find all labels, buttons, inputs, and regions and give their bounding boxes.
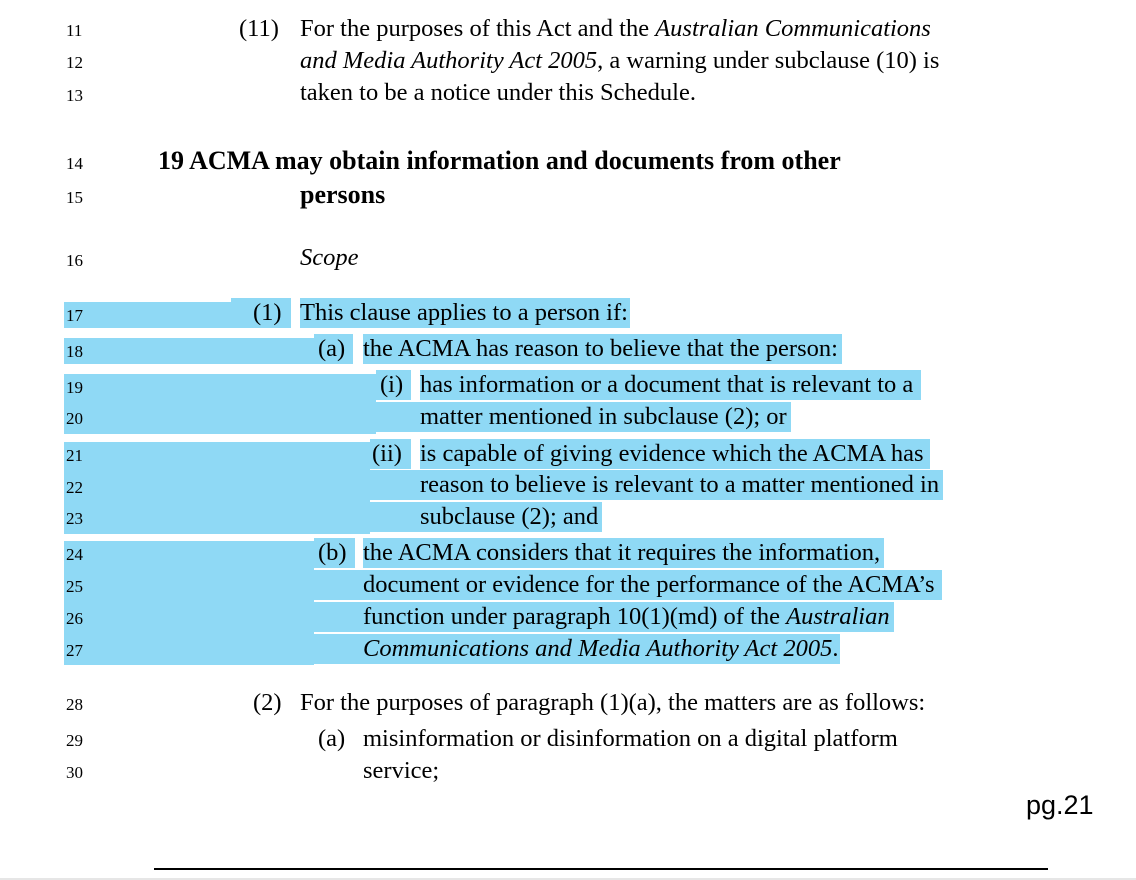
line-number: 30 [66, 763, 83, 782]
paragraph-number: (b) [314, 538, 355, 568]
line-number: 16 [66, 251, 83, 270]
clause-heading: 19 ACMA may obtain information and documents from other [158, 146, 841, 175]
subparagraph-number: (i) [376, 370, 411, 400]
paragraph-text: function under paragraph 10(1)(md) of the Australian [314, 602, 894, 632]
subclause-text: For the purposes of paragraph (1)(a), the matters are as follows: [300, 689, 926, 716]
line-number: 21 [66, 446, 83, 465]
subclause-text: This clause applies to a person if: [300, 299, 628, 326]
subclause-number: (11) [239, 15, 279, 42]
paragraph-text: service; [363, 757, 440, 784]
highlight-band [64, 442, 370, 534]
footer-rule [154, 868, 1048, 870]
line-number: 22 [66, 478, 83, 497]
line-number: 17 [66, 306, 83, 325]
line-number: 27 [66, 641, 83, 660]
subclause-text: taken to be a notice under this Schedule. [300, 79, 696, 106]
line-number: 29 [66, 731, 83, 750]
line-number: 12 [66, 53, 83, 72]
subparagraph-text: has information or a document that is relevant to a [420, 370, 921, 400]
line-number: 14 [66, 154, 83, 173]
page-number-label: pg.21 [1026, 790, 1094, 820]
subparagraph-text: reason to believe is relevant to a matter mentioned in [370, 470, 943, 500]
highlight-band [64, 338, 314, 364]
highlight-band [64, 374, 376, 434]
paragraph-text: document or evidence for the performance of the ACMA’s [314, 570, 942, 600]
line-number: 15 [66, 188, 83, 207]
line-number: 13 [66, 86, 83, 105]
paragraph-number: (a) [314, 334, 353, 364]
line-number: 18 [66, 342, 83, 361]
paragraph-text: Communications and Media Authority Act 2005. [314, 634, 840, 664]
paragraph-text: the ACMA has reason to believe that the person: [363, 334, 842, 364]
subclause-text: and Media Authority Act 2005, a warning under subclause (10) is [300, 47, 940, 74]
subparagraph-text: matter mentioned in subclause (2); or [376, 402, 791, 432]
highlight-band [64, 541, 314, 665]
highlight-band [64, 302, 231, 328]
clause-heading-continued: persons [300, 180, 386, 209]
line-number: 23 [66, 509, 83, 528]
line-number: 20 [66, 409, 83, 428]
subclause-number: (2) [253, 689, 282, 716]
line-number: 25 [66, 577, 83, 596]
scope-heading: Scope [300, 244, 359, 271]
paragraph-number: (a) [318, 725, 346, 752]
paragraph-text: misinformation or disinformation on a digital platform [363, 725, 898, 752]
line-number: 24 [66, 545, 83, 564]
subclause-number: (1) [231, 298, 291, 328]
line-number: 11 [66, 21, 83, 40]
paragraph-text: the ACMA considers that it requires the information, [363, 538, 884, 568]
subparagraph-text: subclause (2); and [370, 502, 602, 532]
subparagraph-text: is capable of giving evidence which the ACMA has [420, 439, 930, 469]
line-number: 19 [66, 378, 83, 397]
subparagraph-number: (ii) [370, 439, 411, 469]
line-number: 26 [66, 609, 83, 628]
subclause-text: For the purposes of this Act and the Australian Communications [300, 15, 931, 42]
line-number: 28 [66, 695, 83, 714]
